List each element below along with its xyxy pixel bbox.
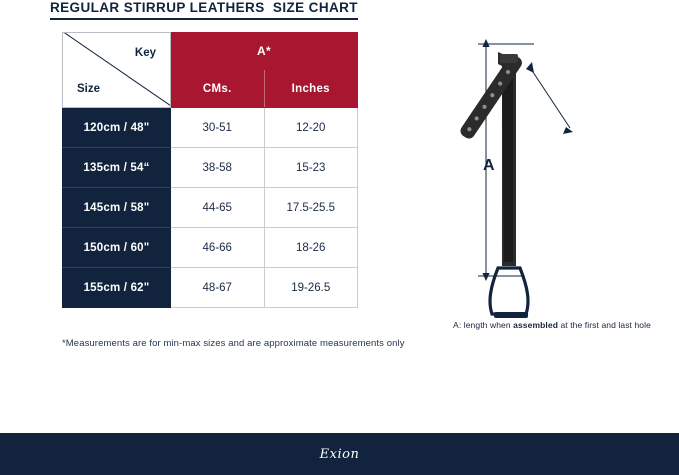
caption-bold-word: assembled <box>513 320 558 330</box>
key-label: Key <box>134 47 156 59</box>
row-value-cms: 38-58 <box>171 148 265 188</box>
dimension-line-diagonal <box>529 66 570 128</box>
table-header-row-1 <box>63 33 358 70</box>
caption-suffix: at the first and last hole <box>558 320 651 330</box>
row-value-inches: 18-26 <box>264 228 358 268</box>
page-title: REGULAR STIRRUP LEATHERS SIZE CHART <box>50 0 358 20</box>
dimension-letter-a: A <box>483 157 495 174</box>
arrow-head-diag-bottom <box>563 127 573 134</box>
table-row <box>63 108 358 148</box>
sub-header-cms: CMs. <box>171 70 265 108</box>
sub-header-inches: Inches <box>264 70 358 108</box>
arrow-head-bottom <box>482 273 489 281</box>
brand-logo: Exion <box>319 446 360 462</box>
measurement-footnote: *Measurements are for min-max sizes and are approximate measurements only <box>62 338 405 349</box>
row-value-inches: 12-20 <box>264 108 358 148</box>
stirrup-tread <box>494 312 528 318</box>
row-size-label: 155cm / 62" <box>63 268 171 308</box>
table-row <box>63 268 358 308</box>
row-value-inches: 15-23 <box>264 148 358 188</box>
row-value-cms: 46-66 <box>171 228 265 268</box>
diagram-caption <box>432 320 672 330</box>
row-size-label: 150cm / 60" <box>63 228 171 268</box>
row-value-cms: 44-65 <box>171 188 265 228</box>
size-chart-table <box>62 32 358 308</box>
table-row <box>63 228 358 268</box>
corner-diagonal-divider <box>63 33 170 107</box>
row-value-inches: 17.5-25.5 <box>264 188 358 228</box>
arrow-head-diag-top <box>526 62 534 73</box>
row-value-cms: 48-67 <box>171 268 265 308</box>
table-row <box>63 148 358 188</box>
footer-bar <box>0 433 679 475</box>
table-body <box>63 33 358 308</box>
group-header-a: A* <box>171 33 358 70</box>
row-value-inches: 19-26.5 <box>264 268 358 308</box>
arrow-head-top <box>482 39 489 47</box>
size-label: Size <box>77 83 101 95</box>
stirrup-iron <box>490 268 528 314</box>
row-size-label: 145cm / 58" <box>63 188 171 228</box>
buckle-detail <box>500 54 518 63</box>
row-size-label: 120cm / 48" <box>63 108 171 148</box>
key-size-corner-cell <box>63 33 171 108</box>
table-row <box>63 188 358 228</box>
size-chart-table-wrapper <box>62 32 358 308</box>
row-value-cms: 30-51 <box>171 108 265 148</box>
stirrup-leather-diagram <box>430 30 660 330</box>
caption-prefix: A: length when <box>453 320 514 330</box>
row-size-label: 135cm / 54“ <box>63 148 171 188</box>
